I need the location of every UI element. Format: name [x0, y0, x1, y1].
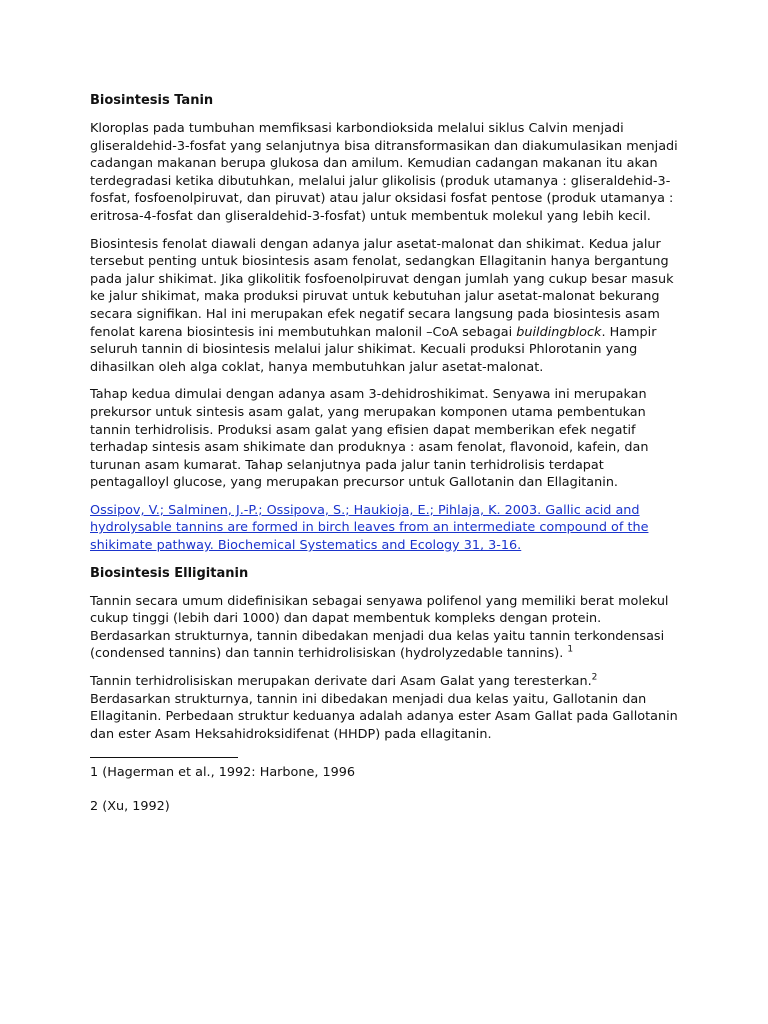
footnote-2: 2 (Xu, 1992)	[90, 799, 170, 814]
footnote-ref-1[interactable]: 1	[567, 645, 574, 656]
reference-paragraph	[90, 502, 682, 555]
paragraph-tahap-kedua: Tahap kedua dimulai dengan adanya asam 3-dehidroshikimat. Senyawa ini merupakan prekursor untuk sintesis asam galat, yang merupakan komponen utama pembentukan tannin terhidrolisis. Produksi asam galat yang efisien dapat memberikan efek negatif terhadap sintesis asam shikimate dan produknya : asam fenolat, flavonoid, kafein, dan turunan asam kumarat. Tahap selanjutnya pada jalur tanin terhidrolisis terdapat pentagalloyl glucose, yang merupakan precursor untuk Gallotanin dan Ellagitanin.	[90, 387, 649, 491]
reference-link[interactable]: Ossipov, V.; Salminen, J.-P.; Ossipova, S.; Haukioja, E.; Pihlaja, K. 2003. Gallic acid and hydrolysable tannins are formed in birch leaves from an intermediate compound of the shikimate pathway. Biochemical Systematics and Ecology 31, 3-16.	[90, 502, 649, 554]
paragraph-text: Berdasarkan strukturnya, tannin ini dibedakan menjadi dua kelas yaitu, Gallotanin dan Ellagitanin. Perbedaan struktur keduanya adalah adanya ester Asam Gallat pada Gallotanin dan ester Asam Heksahidroksidifenat (HHDP) pada ellagitanin.	[90, 691, 678, 742]
paragraph-text: Biosintesis fenolat diawali dengan adanya jalur asetat-malonat dan shikimat. Kedua jalur tersebut penting untuk biosintesis asam fenolat, sedangkan Ellagitanin hanya bergantung pada jalur shikimat. Jika glikolitik fosfoenolpiruvat dengan jumlah yang cukup besar masuk ke jalur shikimat, maka produksi piruvat untuk kebutuhan jalur asetat-malonat bekurang secara signifikan. Hal ini merupakan efek negatif secara langsung pada biosintesis asam fenolat karena biosintesis ini membutuhkan malonil –CoA sebagai	[90, 236, 674, 340]
footnote-1: 1 (Hagerman et al., 1992: Harbone, 1996	[90, 765, 356, 781]
paragraph-kloroplas: Kloroplas pada tumbuhan memfiksasi karbondioksida melalui siklus Calvin menjadi gliseraldehid-3-fosfat yang selanjutnya bisa ditransformasikan dan diakumulasikan menjadi cadangan makanan berupa glukosa dan amilum. Kemudian cadangan makanan itu akan terdegradasi ketika dibutuhkan, melalui jalur glikolisis (produk utamanya : gliseraldehid-3-fosfat, fosfoenolpiruvat, dan piruvat) atau jalur oksidasi fosfat pentose (produk utamanya : eritrosa-4-fosfat dan gliseraldehid-3-fosfat) untuk membentuk molekul yang lebih kecil.	[90, 121, 678, 224]
document-page	[90, 92, 682, 816]
heading-biosintesis-elligitanin: Biosintesis Elligitanin	[90, 565, 249, 581]
heading-biosintesis-tanin: Biosintesis Tanin	[90, 93, 214, 108]
paragraph-tannin-definisi	[90, 593, 682, 663]
footnote-ref-2[interactable]: 2	[591, 672, 598, 683]
paragraph-tannin-terhidrolisis	[90, 673, 682, 743]
paragraph-text: Tannin secara umum didefinisikan sebagai senyawa polifenol yang memiliki berat molekul cukup tinggi (lebih dari 1000) dan dapat membentuk kompleks dengan protein. Berdasarkan strukturnya, tannin dibedakan menjadi dua kelas yaitu tannin terkondensasi (condensed tannins) dan tannin terhidrolisiskan (hydrolyzedable tannins).	[90, 593, 669, 662]
paragraph-text: . Hampir seluruh tannin di biosintesis melalui jalur shikimat. Kecuali produksi Phlorotanin yang dihasilkan oleh alga coklat, hanya membutuhkan jalur asetat-malonat.	[90, 324, 657, 375]
footnote-divider	[90, 757, 238, 758]
paragraph-text: Tannin terhidrolisiskan merupakan derivate dari Asam Galat yang teresterkan.	[90, 674, 592, 690]
paragraph-biosintesis-fenolat	[90, 236, 682, 377]
buildingblock-term: buildingblock	[516, 324, 602, 340]
